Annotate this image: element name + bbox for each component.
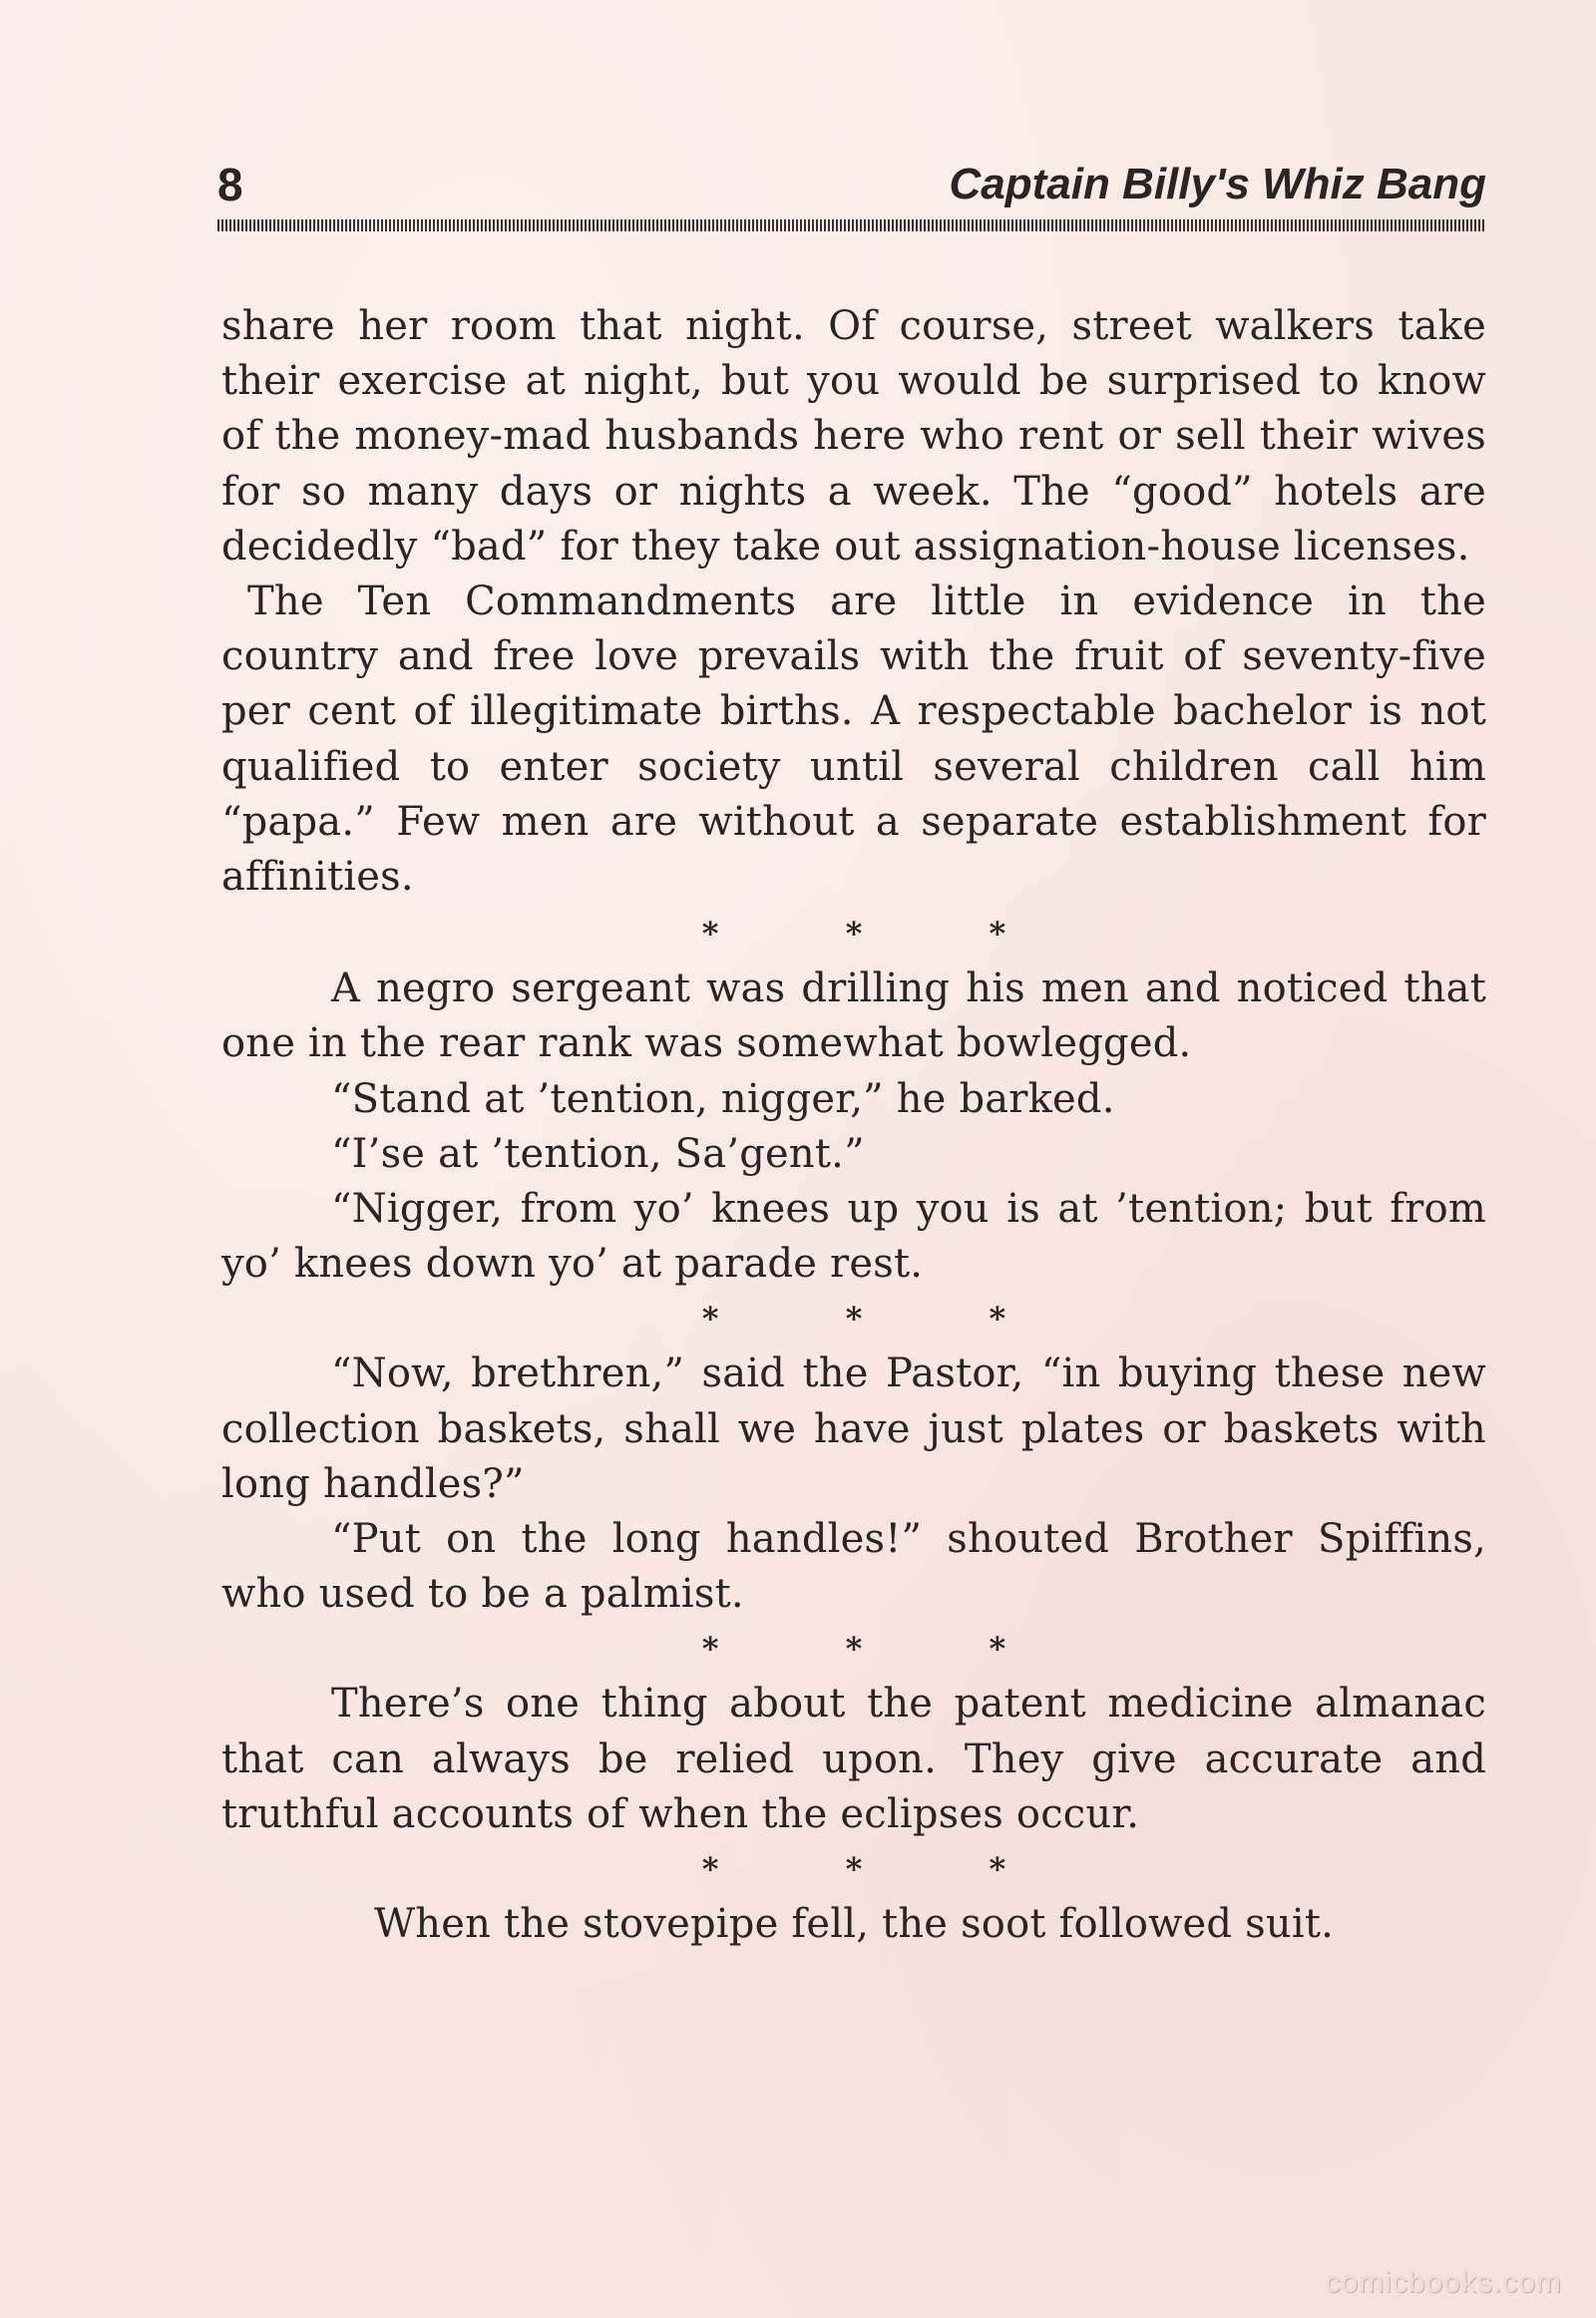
running-title: Captain Billy's Whiz Bang (949, 160, 1486, 208)
page (217, 0, 1486, 2318)
paragraph-1: share her room that night. Of course, street walkers take their exercise at night, but you would be surprised to know of the money-mad husbands here who rent or sell their wives for so many days or nights a week. The “good” hotels are decidedly “bad” for they take out assignation-house licenses. (221, 303, 1486, 570)
section-separator: * * * (701, 1300, 1064, 1339)
paragraph-6: “Nigger, from yo’ knees up you is at ’tention; but from yo’ knees down yo’ at parade rest. (221, 1186, 1486, 1288)
paragraph-8: “Put on the long handles!” shouted Brother Spiffins, who used to be a palmist. (221, 1516, 1486, 1618)
header-rule (217, 219, 1486, 231)
paragraph-7: “Now, brethren,” said the Pastor, “in buying these new collection baskets, shall we have just plates or baskets with long handles?” (221, 1351, 1486, 1507)
watermark: comicbooks.com (1325, 2266, 1562, 2299)
section-separator: * * * (701, 1850, 1064, 1889)
page-number: 8 (217, 159, 243, 210)
paragraph-9: There’s one thing about the patent medicine almanac that can always be relied upon. They give accurate and truthful accounts of when the eclipses occur. (221, 1681, 1486, 1837)
paragraph-3: A negro sergeant was drilling his men and noticed that one in the rear rank was somewhat bowlegged. (221, 966, 1486, 1067)
page-header (217, 158, 1486, 219)
section-separator: * * * (701, 915, 1064, 954)
paragraph-2: The Ten Commandments are little in evidence in the country and free love prevails with the fruit of seventy-five per cent of illegitimate births. A respectable bachelor is not qualified to enter society until several children call him “papa.” Few men are without a separate establishment for affinities. (221, 579, 1486, 901)
paragraph-5: “I’se at ’tention, Sa’gent.” (331, 1130, 865, 1177)
paragraph-4: “Stand at ’tention, nigger,” he barked. (331, 1075, 1115, 1122)
body-text (221, 299, 1486, 1952)
section-separator: * * * (701, 1630, 1064, 1669)
paragraph-10: When the stovepipe fell, the soot followed suit. (373, 1901, 1335, 1948)
